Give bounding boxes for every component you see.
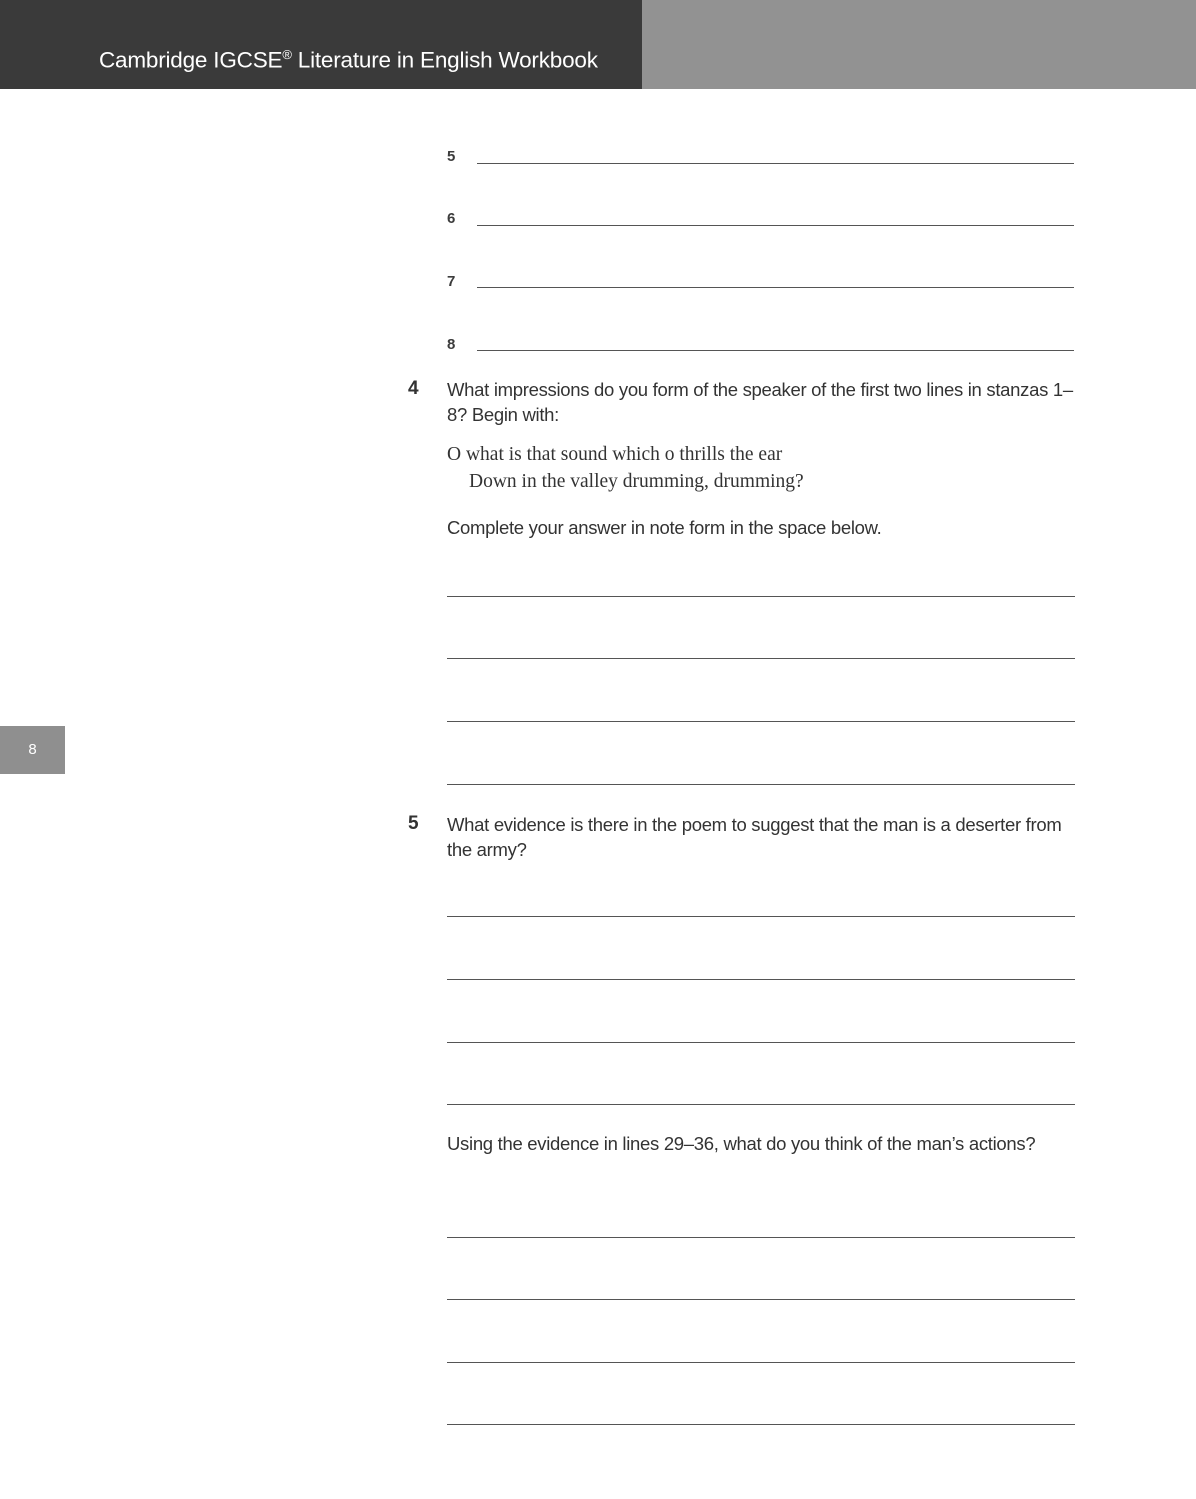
question-text: What impressions do you form of the speaker of the first two lines in stanzas 1–8? Begin with: bbox=[447, 379, 1073, 425]
answer-line[interactable] bbox=[447, 1424, 1075, 1425]
line-label: 8 bbox=[447, 336, 456, 353]
poem-line: O what is that sound which o thrills the ear bbox=[447, 444, 783, 465]
answer-line[interactable] bbox=[447, 979, 1075, 980]
answer-line[interactable] bbox=[447, 1362, 1075, 1363]
answer-line[interactable] bbox=[477, 163, 1074, 164]
question-number: 4 bbox=[408, 378, 419, 399]
answer-line[interactable] bbox=[447, 596, 1075, 597]
line-label: 7 bbox=[447, 273, 456, 290]
poem-quote bbox=[447, 441, 804, 495]
poem-line: Down in the valley drumming, drumming? bbox=[469, 471, 804, 492]
answer-line[interactable] bbox=[447, 658, 1075, 659]
question-followup: Using the evidence in lines 29–36, what do you think of the man’s actions? bbox=[447, 1133, 1036, 1154]
book-title: Cambridge IGCSE® Literature in English Workbook bbox=[99, 47, 598, 73]
answer-line[interactable] bbox=[477, 350, 1074, 351]
line-label: 6 bbox=[447, 210, 456, 227]
answer-line[interactable] bbox=[447, 721, 1075, 722]
page-number: 8 bbox=[0, 726, 65, 774]
answer-line[interactable] bbox=[447, 784, 1075, 785]
question-number: 5 bbox=[408, 813, 419, 834]
line-label: 5 bbox=[447, 148, 456, 165]
question-text: What evidence is there in the poem to suggest that the man is a deserter from the army? bbox=[447, 814, 1062, 860]
answer-line[interactable] bbox=[447, 1042, 1075, 1043]
answer-line[interactable] bbox=[447, 916, 1075, 917]
answer-line[interactable] bbox=[447, 1104, 1075, 1105]
answer-line[interactable] bbox=[447, 1237, 1075, 1238]
answer-line[interactable] bbox=[477, 287, 1074, 288]
header-bar-accent bbox=[642, 0, 1196, 89]
answer-line[interactable] bbox=[477, 225, 1074, 226]
answer-line[interactable] bbox=[447, 1299, 1075, 1300]
question-instruction: Complete your answer in note form in the space below. bbox=[447, 517, 882, 538]
header-bar bbox=[0, 0, 642, 89]
